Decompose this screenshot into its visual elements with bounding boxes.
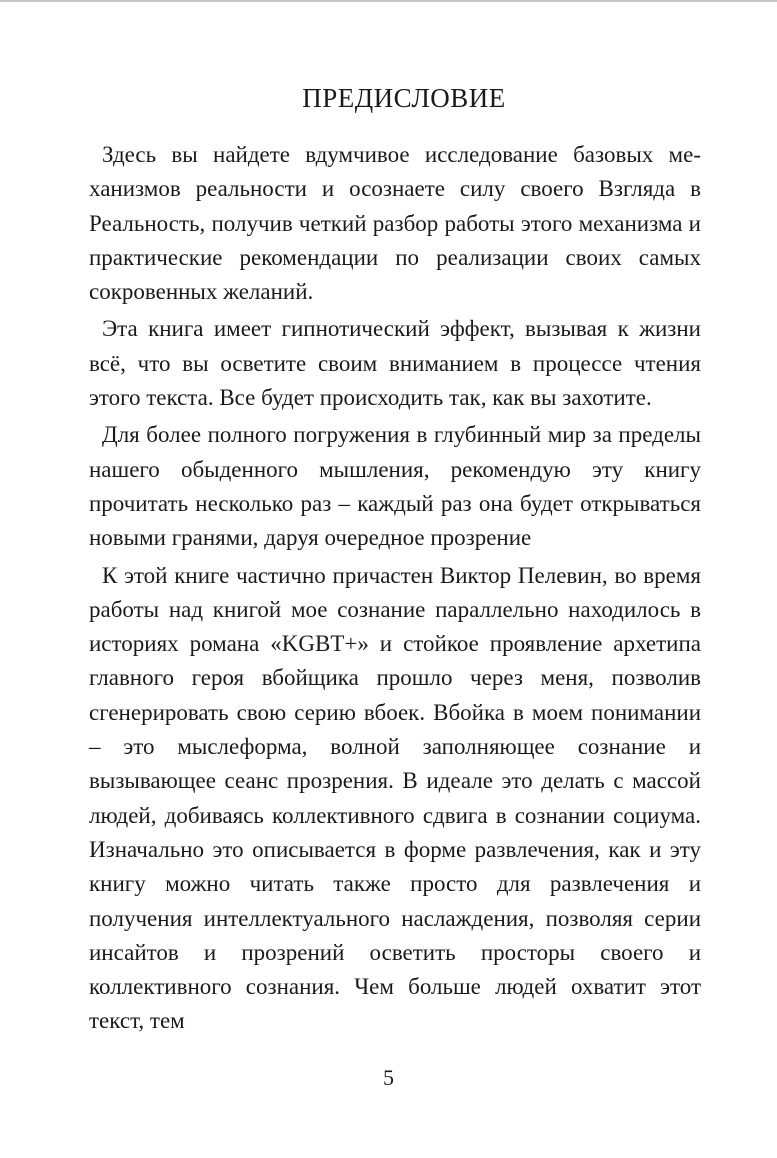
page-number: 5 — [383, 1065, 394, 1090]
paragraph-3: Для более полного погружения в глубинный мир за пределы нашего обыденного мышления, рекомендую эту книгу прочитать несколько раз – каждый раз она будет открываться новыми гранями, даруя очередное прозрение — [89, 422, 701, 551]
paragraph-2: Эта книга имеет гипнотический эффект, вызывая к жизни всё, что вы осветите своим вниманием в процессе чтения этого текста. Все будет происходить так, как вы захотите. — [89, 316, 701, 411]
paragraph-1: Здесь вы найдете вдумчивое исследование базовых механизмов реальности и осознаете силу своего Взгляда в Реальность, получив четкий разбор работы этого механизма и практические рекомендации по реализации своих самых сокровенных желаний. — [89, 142, 701, 305]
book-page — [89, 72, 701, 1042]
paragraph-4: К этой книге частично причастен Виктор Пелевин, во время работы над книгой мое сознание параллельно находилось в историях романа «KGBT+» и стойкое проявление архетипа главного героя вбойщика прошло через меня, позволив сгенерировать свою серию вбоек. Вбойка в моем понимании – это мыслеформа, волной заполняющее сознание и вызывающее сеанс прозрения. В идеале это делать с массой людей, добиваясь коллективного сдвига в сознании социума. Изначально это описывается в форме развлечения, как и эту книгу можно читать также просто для развлечения и получения интеллектуального наслаждения, позволяя серии инсайтов и прозрений осветить просторы своего и коллективного сознания. Чем больше людей охватит этот текст, тем — [89, 562, 701, 1034]
page-title: ПРЕДИСЛОВИЕ — [302, 83, 506, 113]
top-border — [0, 0, 777, 2]
